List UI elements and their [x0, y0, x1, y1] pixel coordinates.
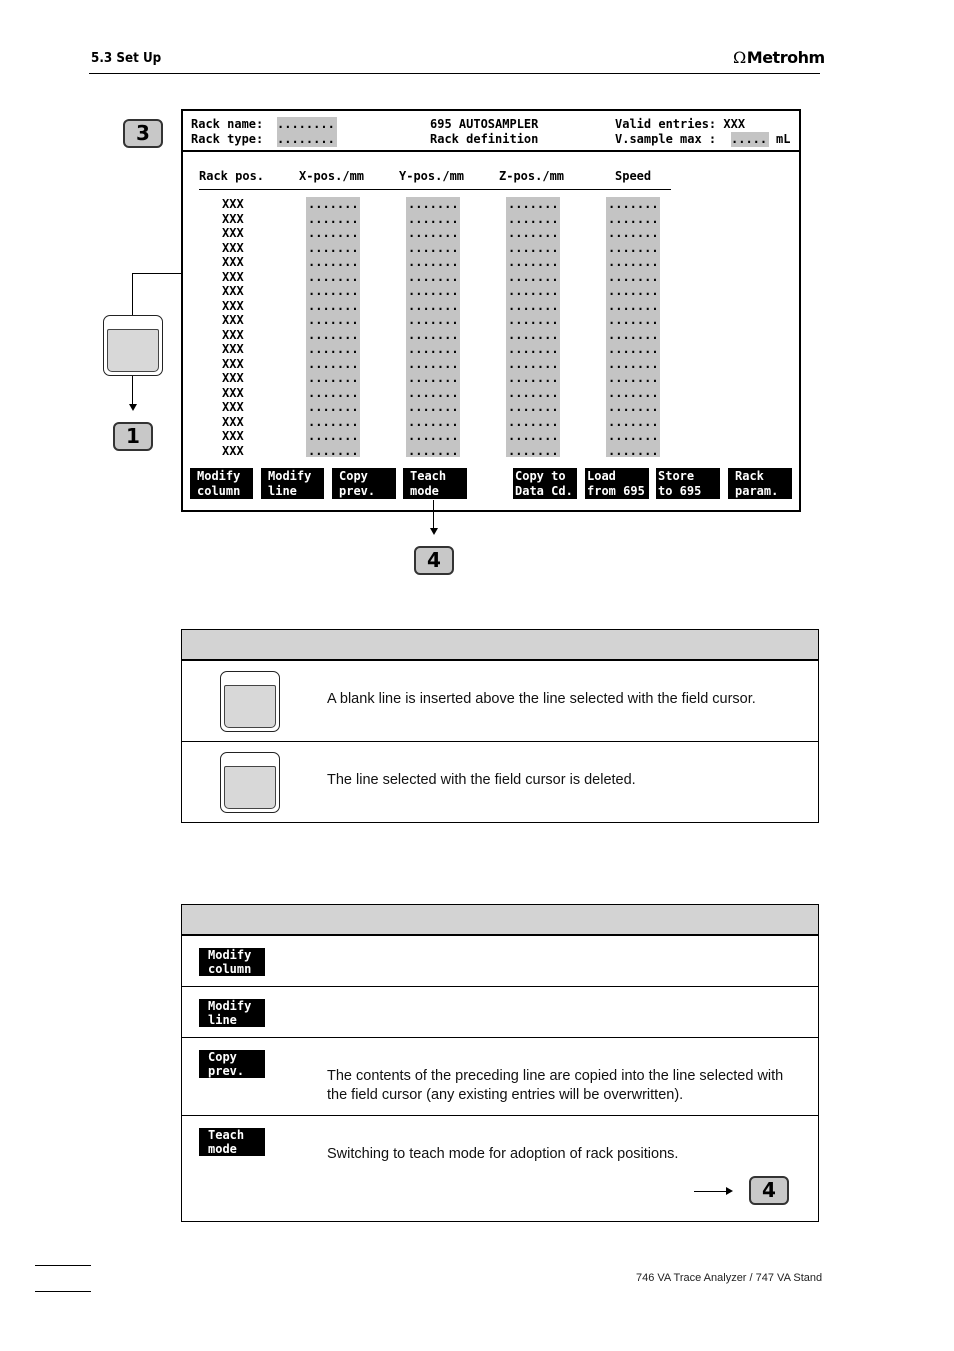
footer-rule [35, 1265, 91, 1266]
value-cell[interactable]: ....... [608, 356, 659, 371]
softkey-modify-column[interactable]: Modify column [199, 948, 265, 976]
value-cell[interactable]: ....... [508, 443, 559, 457]
value-cell[interactable]: ....... [408, 240, 459, 255]
value-cell[interactable]: ....... [508, 400, 559, 414]
table-row [182, 1038, 818, 1116]
value-cell[interactable]: ....... [508, 298, 559, 313]
value-cell[interactable]: ....... [308, 226, 359, 240]
value-cell[interactable]: ....... [408, 429, 459, 443]
value-cell[interactable]: ....... [508, 371, 559, 385]
softkey-teach-mode[interactable]: Teach mode [199, 1128, 265, 1156]
rack-pos-cell: XXX [222, 400, 244, 414]
value-cell[interactable]: ....... [608, 226, 659, 240]
rack-name-label: Rack name: [191, 117, 264, 131]
value-cell[interactable]: ....... [308, 400, 359, 414]
softkey-rack-param[interactable]: Rack param. [728, 468, 792, 499]
arrow-right-icon [726, 1187, 733, 1195]
value-cell[interactable]: ....... [408, 414, 459, 429]
value-cell[interactable]: ....... [408, 356, 459, 371]
value-cell[interactable]: ....... [508, 197, 559, 211]
value-cell[interactable]: ....... [608, 342, 659, 356]
column-header-y-pos: Y-pos./mm [399, 169, 465, 183]
value-cell[interactable]: ....... [408, 255, 459, 269]
step-badge-1: 1 [113, 422, 153, 451]
delete-key-icon[interactable] [220, 752, 280, 813]
rack-pos-cell: XXX [222, 429, 244, 443]
table-header [182, 905, 818, 936]
value-cell[interactable]: ....... [408, 197, 459, 211]
value-cell[interactable]: ....... [608, 371, 659, 385]
table-row [182, 1116, 818, 1221]
screen-header [183, 111, 799, 152]
value-cell[interactable]: ....... [508, 269, 559, 284]
value-cell[interactable]: ....... [308, 327, 359, 342]
softkey-copy-prev[interactable]: Copy prev. [199, 1050, 265, 1078]
softkey-modify-column[interactable]: Modify column [190, 468, 253, 499]
connector-line [132, 273, 181, 274]
insert-key-icon[interactable] [220, 671, 280, 732]
rack-pos-cell: XXX [222, 298, 244, 313]
value-cell[interactable]: ....... [608, 429, 659, 443]
value-cell[interactable]: ....... [308, 371, 359, 385]
header-rule [89, 73, 820, 74]
softkey-table [181, 904, 819, 1222]
value-cell[interactable]: ....... [408, 342, 459, 356]
rack-definition-screen [181, 109, 801, 512]
rack-pos-cell: XXX [222, 327, 244, 342]
value-cell[interactable]: ....... [408, 385, 459, 400]
value-cell[interactable]: ....... [608, 298, 659, 313]
value-cell[interactable]: ....... [608, 284, 659, 298]
value-cell[interactable]: ....... [508, 226, 559, 240]
rack-pos-cell: XXX [222, 414, 244, 429]
softkey-modify-line[interactable]: Modify line [199, 999, 265, 1027]
arrow-down-icon [129, 404, 137, 411]
row-description: A blank line is inserted above the line selected with the field cursor. [327, 691, 756, 707]
value-cell[interactable]: ....... [608, 269, 659, 284]
vsample-field[interactable]: ..... [731, 132, 768, 146]
rack-type-field[interactable]: ........ [277, 132, 337, 147]
value-cell[interactable]: ....... [308, 298, 359, 313]
softkey-load-from-695[interactable]: Load from 695 [585, 468, 649, 499]
value-cell[interactable]: ....... [408, 226, 459, 240]
screen-title: 695 AUTOSAMPLER [430, 117, 539, 131]
value-cell[interactable]: ....... [308, 255, 359, 269]
rack-name-field[interactable]: ........ [277, 117, 337, 132]
step-badge-4: 4 [749, 1176, 789, 1205]
table-row [182, 987, 818, 1038]
value-cell[interactable]: ....... [608, 240, 659, 255]
softkey-teach-mode[interactable]: Teach mode [403, 468, 467, 499]
column-header-rack-pos: Rack pos. [199, 169, 265, 183]
z-pos-column[interactable] [506, 197, 560, 457]
row-description: Switching to teach mode for adoption of rack positions. [327, 1146, 679, 1162]
connector-line [132, 273, 133, 315]
value-cell[interactable]: ....... [408, 298, 459, 313]
column-rule [199, 189, 671, 190]
value-cell[interactable]: ....... [508, 284, 559, 298]
value-cell[interactable]: ....... [308, 269, 359, 284]
value-cell[interactable]: ....... [508, 313, 559, 327]
value-cell[interactable]: ....... [408, 371, 459, 385]
row-description: The line selected with the field cursor is deleted. [327, 772, 636, 788]
value-cell[interactable]: ....... [608, 443, 659, 457]
value-cell[interactable]: ....... [408, 327, 459, 342]
rack-type-label: Rack type: [191, 132, 264, 146]
rack-pos-cell: XXX [222, 371, 244, 385]
value-cell[interactable]: ....... [308, 429, 359, 443]
value-cell[interactable]: ....... [508, 240, 559, 255]
step-badge-3: 3 [123, 119, 163, 148]
value-cell[interactable]: ....... [308, 240, 359, 255]
value-cell[interactable]: ....... [608, 327, 659, 342]
table-header [182, 630, 818, 661]
value-cell[interactable]: ....... [308, 443, 359, 457]
value-cell[interactable]: ....... [508, 255, 559, 269]
rack-pos-column [222, 197, 244, 458]
value-cell[interactable]: ....... [508, 429, 559, 443]
rack-pos-cell: XXX [222, 356, 244, 371]
step-badge-4: 4 [414, 546, 454, 575]
value-cell[interactable]: ....... [508, 327, 559, 342]
table-row [182, 742, 818, 822]
value-cell[interactable]: ....... [608, 255, 659, 269]
value-cell[interactable]: ....... [408, 400, 459, 414]
rack-pos-cell: XXX [222, 385, 244, 400]
valid-entries: Valid entries: XXX [615, 117, 746, 131]
omega-icon: Ω [733, 48, 746, 67]
value-cell[interactable]: ....... [508, 356, 559, 371]
value-cell[interactable]: ....... [608, 313, 659, 327]
value-cell[interactable]: ....... [308, 197, 359, 211]
value-cell[interactable]: ....... [308, 385, 359, 400]
connector-line [433, 500, 434, 528]
value-cell[interactable]: ....... [608, 211, 659, 226]
value-cell[interactable]: ....... [608, 414, 659, 429]
value-cell[interactable]: ....... [508, 342, 559, 356]
softkey-copy-prev[interactable]: Copy prev. [332, 468, 396, 499]
arrow-down-icon [430, 528, 438, 535]
value-cell[interactable]: ....... [408, 211, 459, 226]
footer-rule [35, 1291, 91, 1292]
value-cell[interactable]: ....... [408, 443, 459, 457]
rack-pos-cell: XXX [222, 342, 244, 356]
value-cell[interactable]: ....... [608, 400, 659, 414]
value-cell[interactable]: ....... [308, 211, 359, 226]
table-row [182, 936, 818, 987]
logo-text: Metrohm [746, 48, 825, 67]
value-cell[interactable]: ....... [508, 385, 559, 400]
value-cell[interactable]: ....... [508, 414, 559, 429]
value-cell[interactable]: ....... [408, 313, 459, 327]
metrohm-logo [733, 48, 825, 67]
section-title: 5.3 Set Up [91, 51, 162, 66]
row-description: The contents of the preceding line are copied into the line selected with the field cursor (any existing entries will be overwritten). [327, 1068, 784, 1103]
rack-pos-cell: XXX [222, 240, 244, 255]
key-table [181, 629, 819, 823]
softkey-copy-to-data-card[interactable]: Copy to Data Cd. [513, 468, 577, 499]
rack-pos-cell: XXX [222, 284, 244, 298]
value-cell[interactable]: ....... [308, 284, 359, 298]
rack-pos-cell: XXX [222, 226, 244, 240]
value-cell[interactable]: ....... [308, 342, 359, 356]
value-cell[interactable]: ....... [608, 197, 659, 211]
rack-pos-cell: XXX [222, 197, 244, 211]
column-header-speed: Speed [615, 169, 652, 183]
rack-pos-cell: XXX [222, 269, 244, 284]
rack-pos-cell: XXX [222, 211, 244, 226]
speed-column[interactable] [606, 197, 660, 457]
value-cell[interactable]: ....... [308, 414, 359, 429]
value-cell[interactable]: ....... [308, 356, 359, 371]
rack-pos-cell: XXX [222, 255, 244, 269]
value-cell[interactable]: ....... [608, 385, 659, 400]
value-cell[interactable]: ....... [408, 284, 459, 298]
rack-pos-cell: XXX [222, 313, 244, 327]
column-header-x-pos: X-pos./mm [299, 169, 365, 183]
x-pos-column[interactable] [306, 197, 360, 457]
insert-key-icon[interactable] [103, 315, 163, 376]
vsample-unit: mL [776, 132, 791, 146]
softkey-modify-line[interactable]: Modify line [261, 468, 324, 499]
vsample-label: V.sample max : [615, 132, 717, 146]
connector-line [132, 376, 133, 405]
column-header-z-pos: Z-pos./mm [499, 169, 565, 183]
screen-subtitle: Rack definition [430, 132, 539, 146]
y-pos-column[interactable] [406, 197, 460, 457]
softkey-store-to-695[interactable]: Store to 695 [656, 468, 720, 499]
table-row [182, 661, 818, 742]
connector-line [694, 1191, 726, 1192]
value-cell[interactable]: ....... [308, 313, 359, 327]
value-cell[interactable]: ....... [508, 211, 559, 226]
value-cell[interactable]: ....... [408, 269, 459, 284]
rack-pos-cell: XXX [222, 443, 244, 458]
footer-text: 746 VA Trace Analyzer / 747 VA Stand [636, 1272, 823, 1284]
